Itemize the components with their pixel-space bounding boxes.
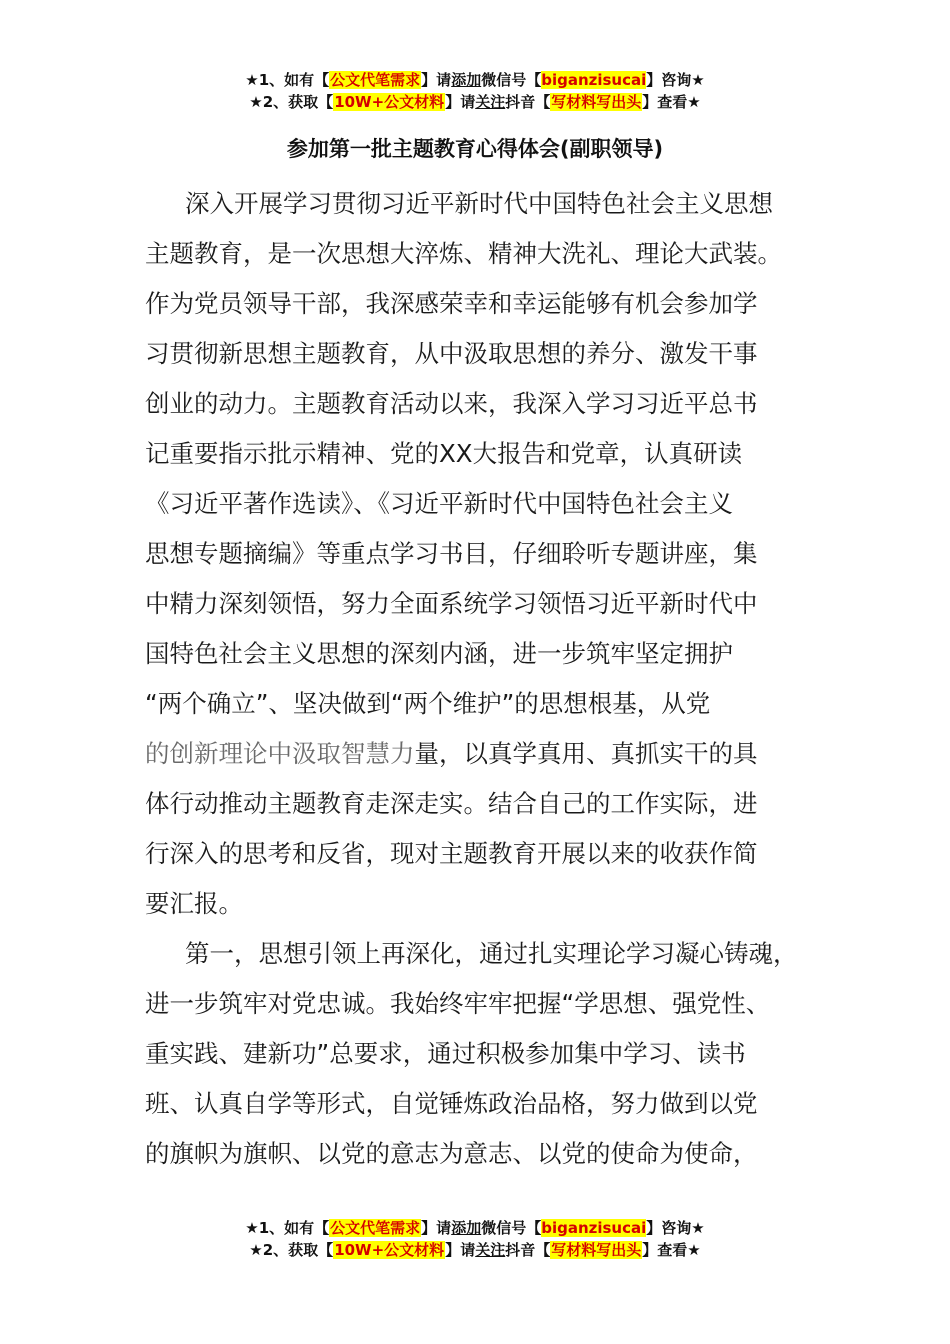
promo-line-1: ★1、如有【公文代笔需求】请添加微信号【biganzisucai】咨询★ [245, 1219, 705, 1237]
highlight-service: 公文代笔需求 [330, 71, 421, 89]
highlight-materials: 10W+公文材料 [334, 93, 445, 111]
douyin-account: 写材料写出头 [551, 93, 642, 111]
text-line: 的创新理论中汲取智慧力量，以真学真用、真抓实干的具 [145, 739, 758, 768]
text-line: 深入开展学习贯彻习近平新时代中国特色社会主义思想 [185, 189, 773, 218]
promo-banner-bottom [0, 1217, 950, 1261]
text-line: 体行动推动主题教育走深走实。结合自己的工作实际，进 [145, 789, 758, 818]
promo-line-2: ★2、获取【10W+公文材料】请关注抖音【写材料写出头】查看★ [249, 93, 701, 111]
text-line: 要汇报。 [145, 889, 243, 918]
text-line: 进一步筑牢对党忠诚。我始终牢牢把握“学思想、强党性、 [145, 989, 771, 1018]
text-line: 重实践、建新功”总要求，通过积极参加集中学习、读书 [145, 1039, 746, 1068]
promo-banner-top [0, 69, 950, 113]
text-line: 作为党员领导干部，我深感荣幸和幸运能够有机会参加学 [145, 289, 758, 318]
wechat-id: biganzisucai [541, 71, 647, 89]
text-line: 创业的动力。主题教育活动以来，我深入学习习近平总书 [145, 389, 758, 418]
text-line: 主题教育，是一次思想大淬炼、精神大洗礼、理论大武装。 [145, 239, 782, 268]
promo-line-1: ★1、如有【公文代笔需求】请添加微信号【biganzisucai】咨询★ [245, 71, 705, 89]
highlight-materials: 10W+公文材料 [334, 1241, 445, 1259]
text-line: 第一，思想引领上再深化，通过扎实理论学习凝心铸魂， [185, 939, 798, 968]
text-line: 的旗帜为旗帜、以党的意志为意志、以党的使命为使命， [145, 1139, 758, 1168]
text-line: 行深入的思考和反省，现对主题教育开展以来的收获作简 [145, 839, 758, 868]
text-line: 中精力深刻领悟，努力全面系统学习领悟习近平新时代中 [145, 589, 758, 618]
text-line: “两个确立”、坚决做到“两个维护”的思想根基，从党 [145, 689, 711, 718]
document-title: 参加第一批主题教育心得体会(副职领导) [286, 137, 664, 161]
text-line: 记重要指示批示精神、党的XX大报告和党章，认真研读 [145, 439, 743, 468]
wechat-id: biganzisucai [541, 1219, 647, 1237]
text-line: 《习近平著作选读》、《习近平新时代中国特色社会主义 [145, 489, 733, 518]
document-body [145, 179, 809, 1179]
highlight-service: 公文代笔需求 [330, 1219, 421, 1237]
douyin-account: 写材料写出头 [551, 1241, 642, 1259]
text-line: 习贯彻新思想主题教育，从中汲取思想的养分、激发干事 [145, 339, 758, 368]
promo-line-2: ★2、获取【10W+公文材料】请关注抖音【写材料写出头】查看★ [249, 1241, 701, 1259]
text-line: 国特色社会主义思想的深刻内涵，进一步筑牢坚定拥护 [145, 639, 733, 668]
text-line: 班、认真自学等形式，自觉锤炼政治品格，努力做到以党 [145, 1089, 758, 1118]
text-line: 思想专题摘编》等重点学习书目，仔细聆听专题讲座，集 [145, 539, 758, 568]
